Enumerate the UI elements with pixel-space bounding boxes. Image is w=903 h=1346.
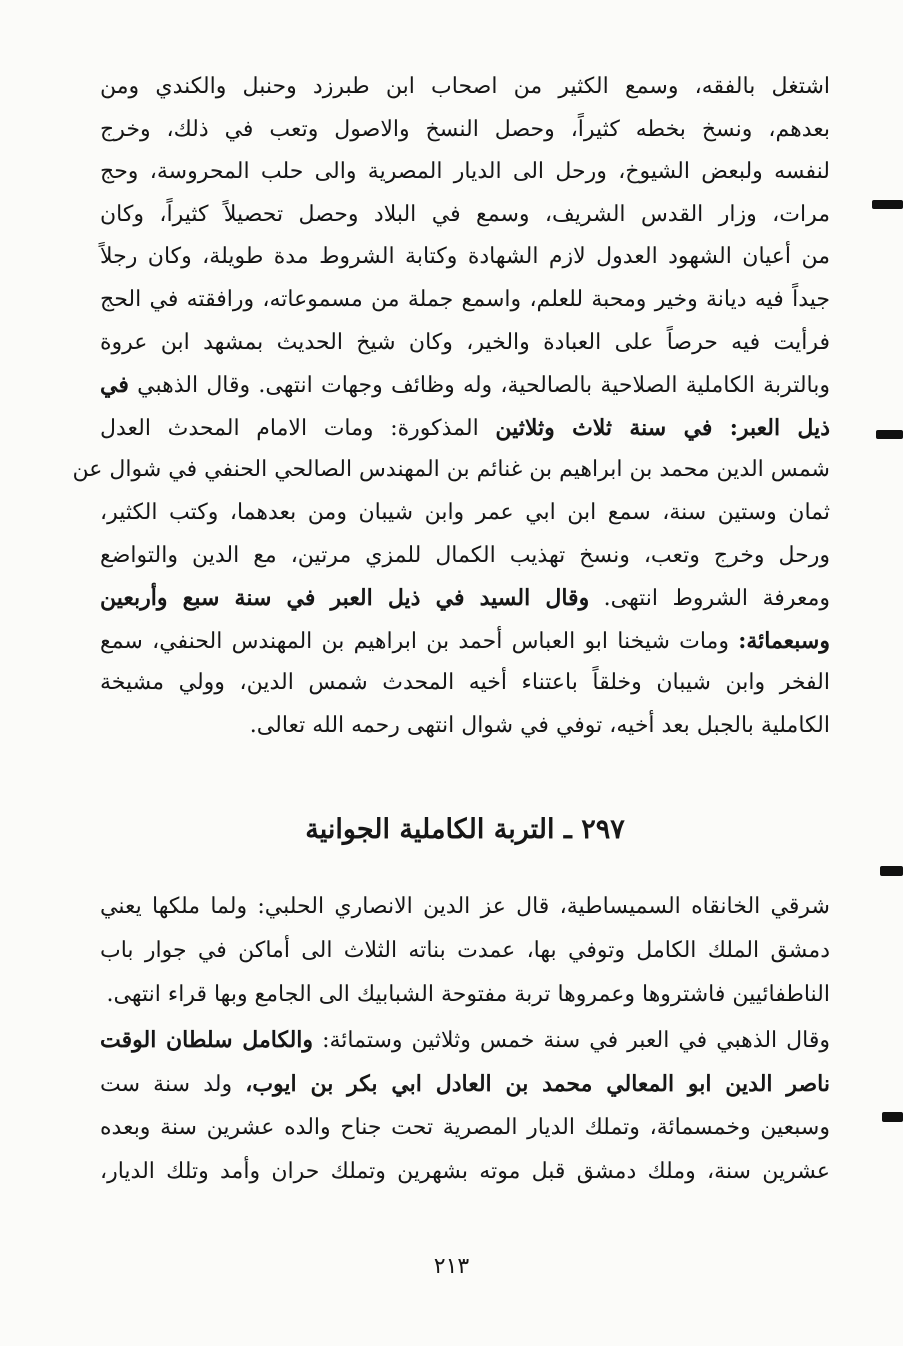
text-run: ثمان وستين سنة، سمع ابن ابي عمر وابن شيبان ومن بعدهما، وكتب الكثير، — [100, 500, 830, 525]
margin-mark — [882, 1112, 903, 1122]
text-line — [100, 157, 830, 187]
text-run: فرأيت فيه حرصاً على العبادة والخير، وكان شيخ الحديث بمشهد ابن عروة — [100, 329, 830, 355]
text-run: اشتغل بالفقه، وسمع الكثير من اصحاب ابن طبرزد وحنبل والكندي ومن — [100, 74, 830, 99]
section-heading: ٢٩٧ ـ التربة الكاملية الجوانية — [305, 814, 625, 845]
text-line — [100, 72, 830, 102]
text-line — [100, 1025, 830, 1056]
text-run: لنفسه ولبعض الشيوخ، ورحل الى الديار المصرية والى حلب المحروسة، وحج — [100, 159, 830, 185]
text-line — [100, 115, 830, 145]
text-run: ولد سنة ست — [100, 1071, 246, 1097]
text-line — [100, 200, 830, 230]
text-line — [100, 892, 830, 922]
text-line — [100, 711, 830, 741]
bold-text: وقال السيد في ذيل العبر في سنة سبع وأربعين — [100, 585, 590, 612]
text-run: من أعيان الشهود العدول لازم الشهادة وكتابة الشروط مدة طويلة، وكان رجلاً — [100, 244, 830, 270]
margin-mark — [872, 200, 903, 209]
text-run: وبالتربة الكاملية الصلاحية بالصالحية، وله وظائف وجهات انتهى. وقال الذهبي — [128, 373, 830, 399]
text-run: دمشق الملك الكامل وتوفي بها، عمدت بناته الثلاث الى أماكن في جوار باب — [100, 938, 830, 964]
text-run: ومعرفة الشروط انتهى. — [589, 586, 830, 612]
text-line — [100, 541, 830, 571]
text-line — [100, 1157, 830, 1187]
text-run: الناطفائيين فاشتروها وعمروها تربة مفتوحة الشبابيك الى الجامع وبها قراء انتهى. — [106, 982, 830, 1008]
text-line — [100, 413, 830, 444]
bold-text: وسبعمائة: — [738, 627, 830, 654]
bold-text: ذيل العبر: في سنة ثلاث وثلاثين — [495, 414, 830, 441]
text-line — [100, 328, 830, 358]
text-run: الكاملية بالجبل بعد أخيه، توفي في شوال انتهى رحمه الله تعالى. — [249, 713, 830, 738]
text-run: جيداً فيه ديانة وخير ومحبة للعلم، واسمع جملة من مسموعاته، ورافقته في الحج — [100, 287, 830, 312]
text-line — [100, 583, 830, 614]
margin-mark — [880, 866, 903, 876]
text-run: ومات شيخنا ابو العباس أحمد بن ابراهيم بن المهندس الحنفي، سمع — [100, 628, 739, 654]
text-run: مرات، وزار القدس الشريف، وسمع في البلاد وحصل تحصيلاً كثيراً، وكان — [100, 201, 830, 227]
text-line — [100, 285, 830, 315]
text-line — [100, 626, 830, 657]
text-run: وسبعين وخمسمائة، وتملك الديار المصرية تحت جناح والده عشرين سنة وبعده — [100, 1115, 830, 1140]
text-line — [72, 455, 830, 485]
text-line — [100, 370, 830, 401]
text-run: بعدهم، ونسخ بخطه كثيراً، وحصل النسخ والاصول وتعب في ذلك، وخرج — [100, 116, 830, 142]
bold-text: ناصر الدين ابو المعالي محمد بن العادل ابي بكر بن ايوب، — [245, 1070, 830, 1097]
text-run: عشرين سنة، وملك دمشق قبل موته بشهرين وتملك حران وأمد وتلك الديار، — [100, 1159, 830, 1185]
text-run: شرقي الخانقاه السميساطية، قال عز الدين الانصاري الحلبي: ولما ملكها يعني — [100, 894, 830, 919]
bold-text: في — [100, 372, 129, 399]
bold-text: والكامل سلطان الوقت — [100, 1026, 314, 1053]
text-line — [100, 980, 830, 1010]
text-line — [100, 668, 830, 698]
text-line — [100, 498, 830, 528]
text-line — [100, 936, 830, 966]
text-run: الفخر وابن شيبان وخلقاً باعتناء أخيه المحدث شمس الدين، وولي مشيخة — [100, 670, 830, 696]
text-run: وقال الذهبي في العبر في سنة خمس وثلاثين وستمائة: — [313, 1027, 830, 1053]
text-run: شمس الدين محمد بن ابراهيم بن غنائم بن المهندس الصالحي الحنفي في شوال عن — [72, 457, 830, 483]
text-line — [100, 1113, 830, 1143]
page-number: ٢١٣ — [433, 1254, 470, 1279]
text-run: ورحل وخرج وتعب، ونسخ تهذيب الكمال للمزي مرتين، مع الدين والتواضع — [100, 542, 830, 568]
text-line — [100, 242, 830, 272]
margin-mark — [876, 430, 903, 439]
text-run: المذكورة: ومات الامام المحدث العدل — [100, 415, 496, 441]
text-line — [100, 1069, 830, 1100]
